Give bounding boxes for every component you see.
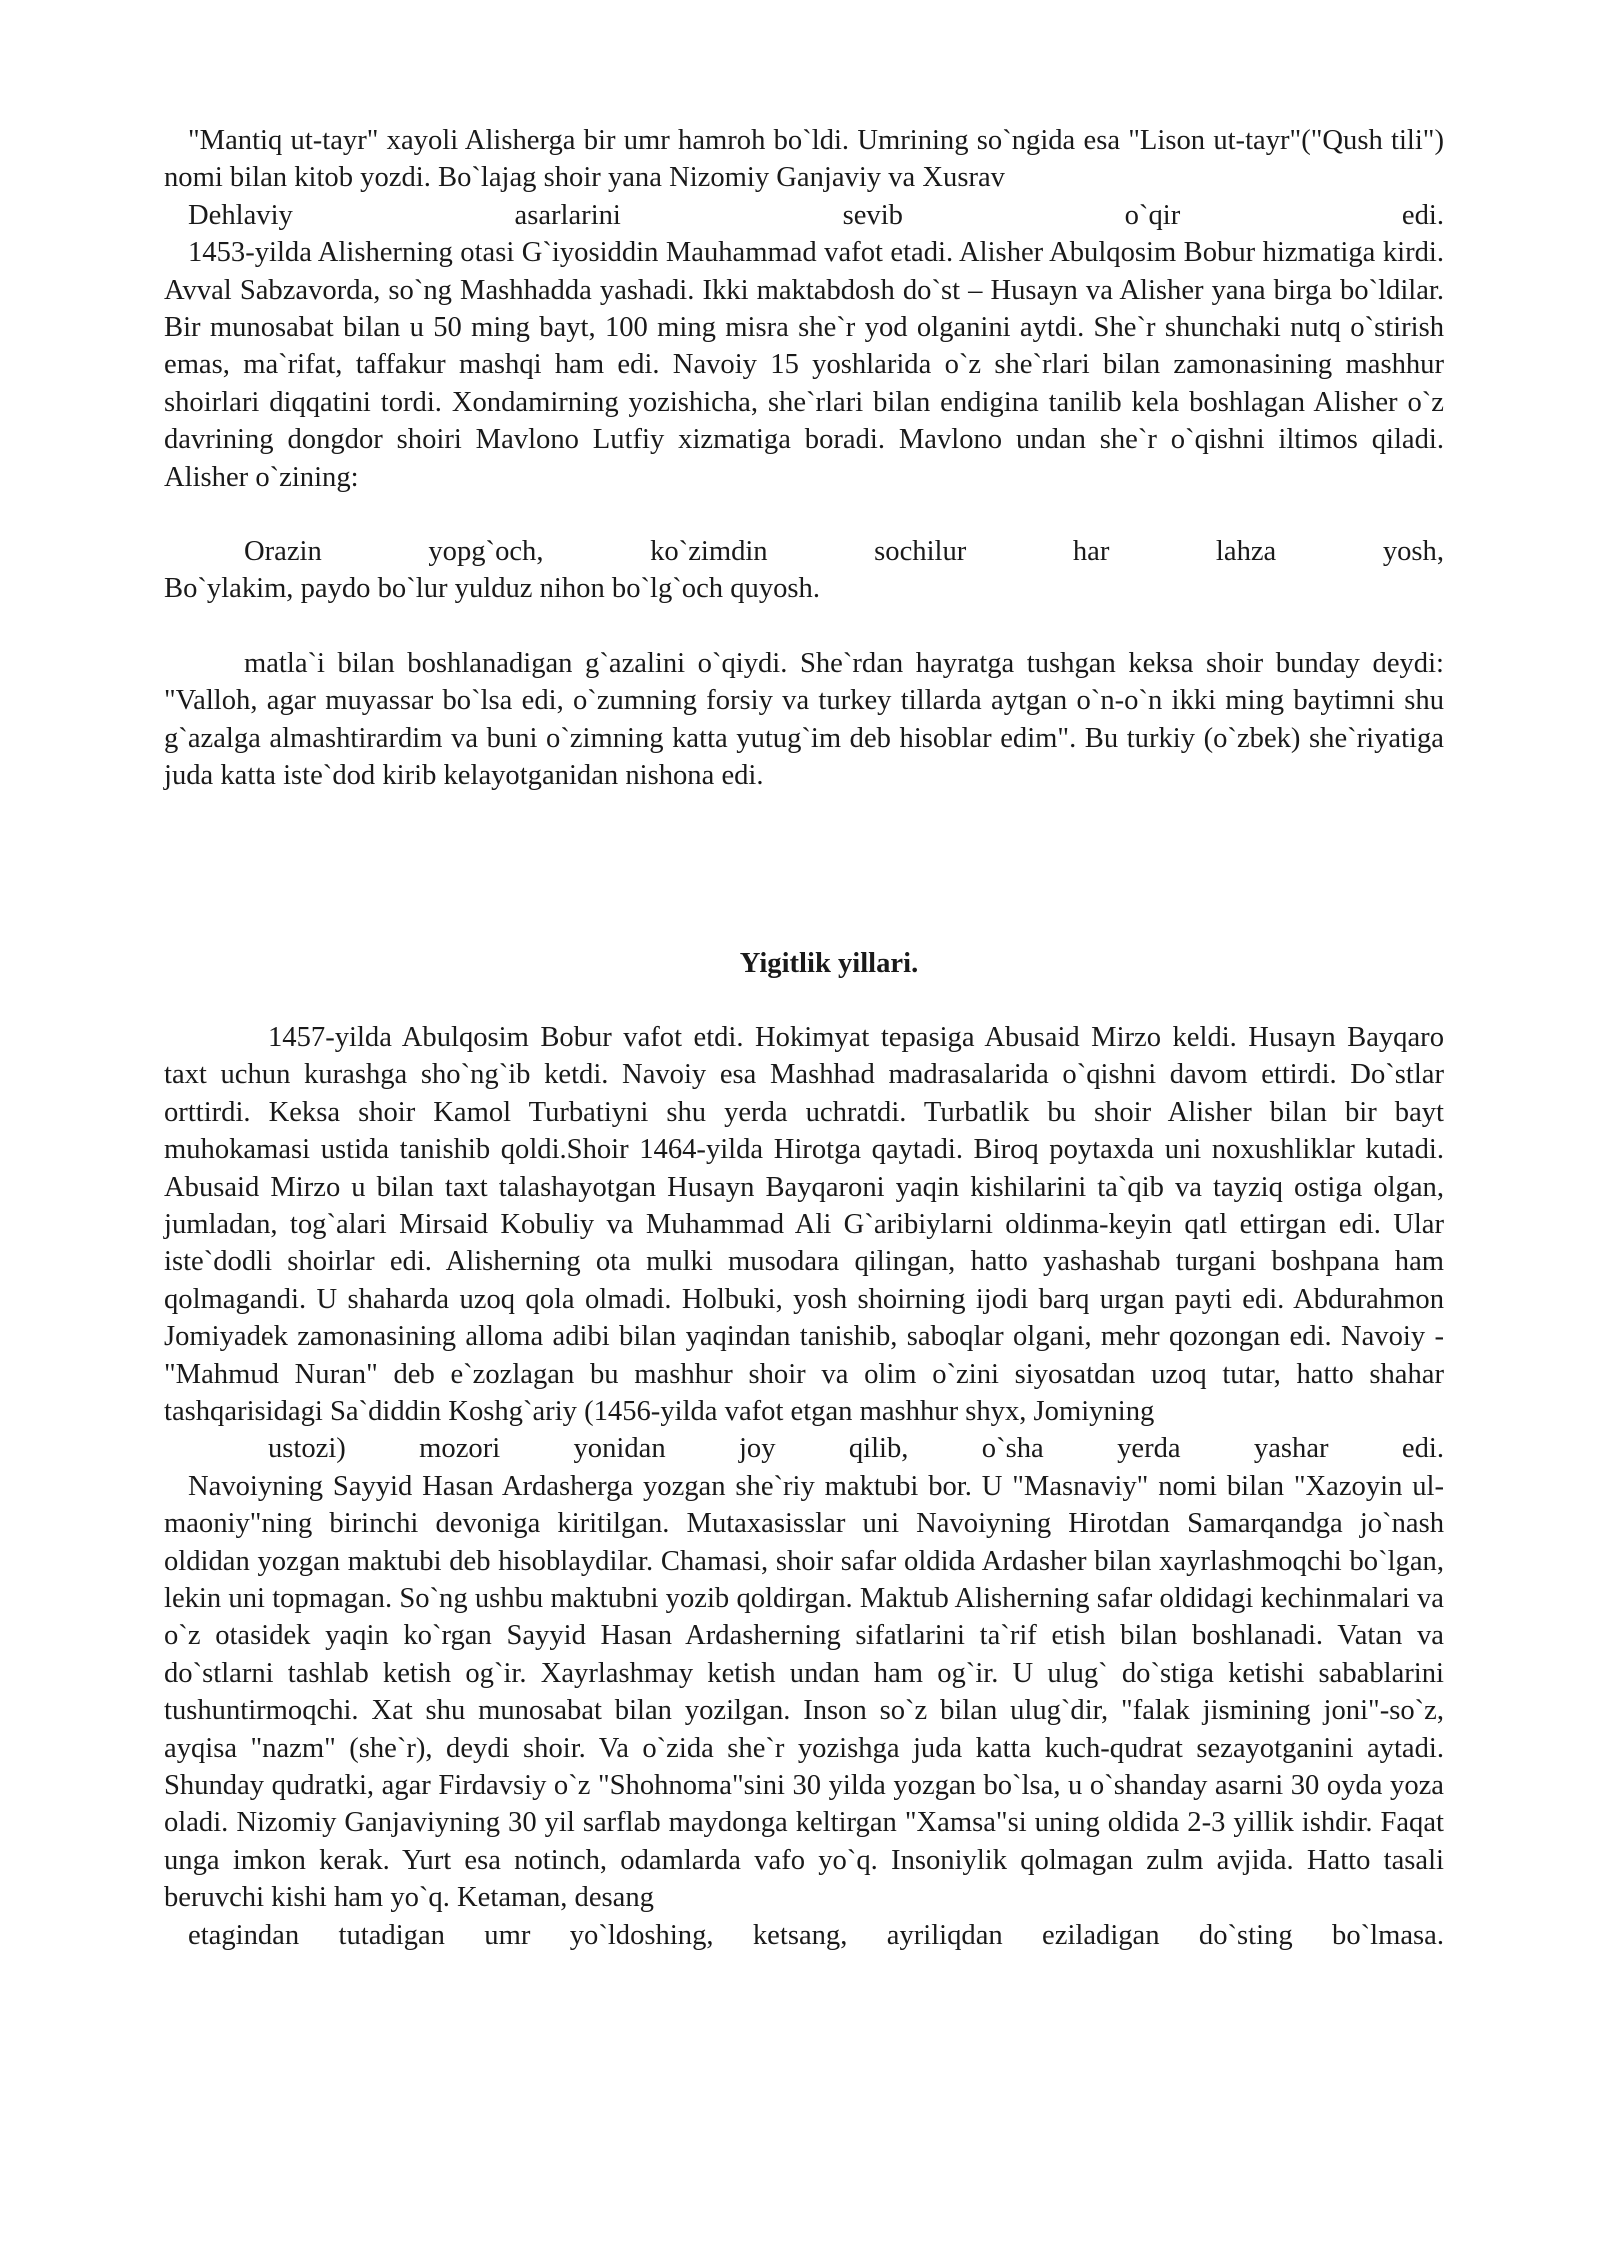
section-text-block-1: 1457-yilda Abulqosim Bobur vafot etdi. Hokimyat tepasiga Abusaid Mirzo keldi. Husayn Bayqaro taxt uchun kurashga sho`ng`ib ketdi. Navoiy esa Mashhad madrasalarida o`qishni davom ettirdi. Do`stlar orttirdi. Keksa shoir Kamol Turbatiyni shu yerda uchratdi. Turbatlik bu shoir Alisher bilan bir bayt muhokamasi ustida tanishib qoldi.Shoir 1464-yilda Hirotga qaytadi. Biroq poytaxda uni noxushliklar kutadi. Abusaid Mirzo u bilan taxt talashayotgan Husayn Bayqaroni yaqin kishilarini ta`qib va tayziq ostiga olgan, jumladan, tog`alari Mirsaid Kobuliy va Muhammad Ali G`aribiylarni oldinma-keyin qatl ettirgan edi. Ular iste`dodli shoirlar edi. Alisherning ota mulki musodara qilingan, hatto yashashab turgani boshpana ham qolmagandi. U shaharda uzoq qola olmadi. Holbuki, yosh shoirning ijodi barq urgan payti edi. Abdurahmon Jomiyadek zamonasining alloma adibi bilan yaqindan tanishib, saboqlar olgani, mehr qozongan edi. Navoiy - "Mahmud Nuran" deb e`zozlagan bu mashhur shoir va olim o`zini siyosatdan uzoq tutar, hatto shahar tashqarisidagi Sa`diddin Koshg`ariy (1456-yilda vafot etgan mashhur shyx, Jomiyning bbox=[164, 1021, 1444, 1427]
intro-text-block-2: 1453-yilda Alisherning otasi G`iyosiddin Mauhammad vafot etadi. Alisher Abulqosim Bobur hizmatiga kirdi. Avval Sabzavorda, so`ng Mashhadda yashadi. Ikki maktabdosh do`st – Husayn va Alisher yana birga bo`ldilar. Bir munosabat bilan u 50 ming bayt, 100 ming misra she`r yod olganini aytdi. She`r shunchaki nutq o`stirish emas, ma`rifat, taffakur mashqi ham edi. Navoiy 15 yoshlarida o`z she`rlari bilan zamonasining mashhur shoirlari diqqatini tordi. Xondamirning yozishicha, she`rlari bilan endigina tanilib kela boshlagan Alisher o`z davrining dongdor shoiri Mavlono Lutfiy xizmatiga boradi. Mavlono undan she`r o`qishni iltimos qiladi. Alisher o`zining: bbox=[164, 237, 1444, 493]
section-text-line-last: etagindan tutadigan umr yo`ldoshing, ketsang, ayriliqdan eziladigan do`sting bo`lmasa. bbox=[188, 1919, 1444, 1951]
after-verse-paragraph: matla`i bilan boshlanadigan g`azalini o`qiydi. She`rdan hayratga tushgan keksa shoir bunday deydi: "Valloh, agar muyassar bo`lsa edi, o`zumning forsiy va turkey tillarda aytgan o`n-o`n ikki ming baytimni shu g`azalga almashtirardim va buni o`zimning katta yutug`im deb hisoblar edim". Bu turkiy (o`zbek) she`riyatiga juda katta iste`dod kirib kelayotganidan nishona edi. bbox=[164, 647, 1444, 792]
intro-text-block-1: "Mantiq ut-tayr" xayoli Alisherga bir umr hamroh bo`ldi. Umrining so`ngida esa "Lison ut-tayr"("Qush tili") nomi bilan kitob yozdi. Bo`lajag shoir yana Nizomiy Ganjaviy va Xusrav bbox=[164, 125, 1444, 194]
spacer bbox=[164, 608, 1444, 645]
section-text-line-ustozi: ustozi) mozori yonidan joy qilib, o`sha yerda yashar edi. bbox=[268, 1433, 1444, 1465]
intro-paragraph bbox=[164, 122, 1444, 496]
spacer bbox=[164, 795, 1444, 945]
spacer bbox=[164, 982, 1444, 1019]
section-paragraph-2 bbox=[164, 1468, 1444, 1954]
verse-line-2: Bo`ylakim, paydo bo`lur yulduz nihon bo`lg`och quyosh. bbox=[164, 573, 820, 605]
section-text-block-2: Navoiyning Sayyid Hasan Ardasherga yozgan she`riy maktubi bor. U "Masnaviy" nomi bilan "Xazoyin ul-maoniy"ning birinchi devoniga kiritilgan. Mutaxasisslar uni Navoiyning Hirotdan Samarqandga jo`nash oldidan yozgan maktubi deb hisoblaydilar. Chamasi, shoir safar oldida Ardasher bilan xayrlashmoqchi bo`lgan, lekin uni topmagan. So`ng ushbu maktubni yozib qoldirgan. Maktub Alisherning safar oldidagi kechinmalari va o`z otasidek yaqin ko`rgan Sayyid Hasan Ardasherning sifatlarini ta`rif etish bilan boshlanadi. Vatan va do`stlarni tashlab ketish og`ir. Xayrlashmay ketish undan ham og`ir. U ulug` do`stiga ketishi sabablarini tushuntirmoqchi. Xat shu munosabat bilan yozilgan. Inson so`z bilan ulug`dir, "falak jismining joni"-so`z, ayqisa "nazm" (she`r), deydi shoir. Va o`zida she`r yozishga juda katta kuch-qudrat sezayotganini aytadi. Shunday qudratki, agar Firdavsiy o`z "Shohnoma"sini 30 yilda yozgan bo`lsa, u o`shanday asarni 30 oyda yoza oladi. Nizomiy Ganjaviyning 30 yil sarflab maydonga keltirgan "Xamsa"si uning oldida 2-3 yillik ishdir. Faqat unga imkon kerak. Yurt esa notinch, odamlarda vafo yo`q. Insoniylik qolmagan zulm avjida. Hatto tasali beruvchi kishi ham yo`q. Ketaman, desang bbox=[164, 1470, 1444, 1914]
verse-line-1: Orazin yopg`och, ko`zimdin sochilur har lahza yosh, bbox=[244, 536, 1444, 568]
section-paragraph-1 bbox=[164, 1019, 1444, 1468]
document-page bbox=[164, 122, 1444, 1954]
verse-quote bbox=[164, 533, 1444, 608]
spacer bbox=[164, 496, 1444, 533]
intro-text-line-dehlaviy: Dehlaviy asarlarini sevib o`qir edi. bbox=[188, 199, 1444, 231]
section-heading: Yigitlik yillari. bbox=[739, 947, 919, 979]
